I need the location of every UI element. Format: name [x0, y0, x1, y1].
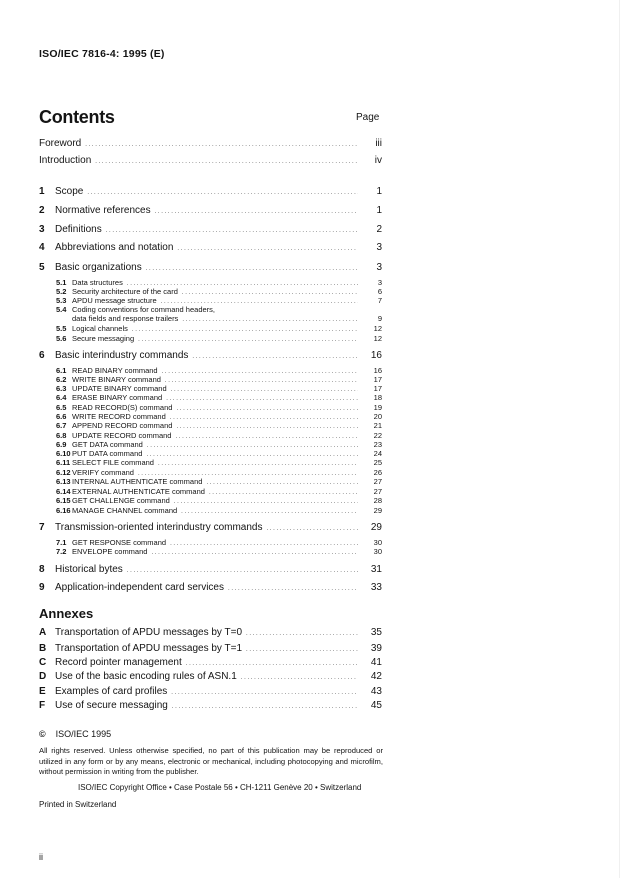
toc-entry-annex-5 — [39, 700, 382, 713]
toc-entry-page: 19 — [373, 403, 382, 412]
toc-entry-title: SELECT FILE command — [72, 458, 154, 467]
toc-entry-title: Introduction — [39, 155, 92, 166]
toc-entry-page: 12 — [373, 324, 382, 333]
leader-dots — [132, 324, 358, 333]
toc-entry-clause-0 — [39, 186, 382, 199]
toc-entry-clause-20 — [39, 431, 382, 440]
toc-entry-clause-17 — [39, 403, 382, 412]
toc-entry-page: 29 — [370, 522, 382, 533]
toc-entry-title: UPDATE RECORD command — [72, 431, 172, 440]
leader-dots — [182, 287, 358, 296]
toc-entry-page: 17 — [373, 384, 382, 393]
leader-dots — [246, 627, 358, 638]
toc-entry-number: C — [39, 657, 47, 668]
toc-entry-title: Foreword — [39, 138, 82, 149]
toc-entry-clause-12 — [39, 350, 382, 363]
toc-entry-title: Record pointer management — [55, 657, 182, 668]
leader-dots — [151, 547, 358, 556]
toc-entry-title: Definitions — [55, 224, 102, 235]
toc-entry-title: Transportation of APDU messages by T=1 — [55, 643, 243, 654]
leader-dots — [241, 671, 358, 682]
leader-dots — [228, 582, 358, 593]
leader-dots — [106, 224, 358, 235]
toc-entry-page: 6 — [377, 287, 382, 296]
toc-entry-title: ENVELOPE command — [72, 547, 148, 556]
toc-entry-clause-31 — [39, 547, 382, 556]
leader-dots — [209, 487, 358, 496]
toc-entry-page: iii — [375, 138, 382, 149]
toc-entry-title: READ RECORD(S) command — [72, 403, 173, 412]
toc-entry-title: ERASE BINARY command — [72, 393, 163, 402]
toc-entry-number: 6.13 — [56, 477, 71, 486]
toc-entry-number: 5.2 — [56, 287, 67, 296]
leader-dots — [138, 468, 358, 477]
toc-entry-number: 5.1 — [56, 278, 67, 287]
toc-entry-clause-30 — [39, 538, 382, 547]
toc-entry-title: GET DATA command — [72, 440, 143, 449]
contents-title: Contents — [39, 107, 115, 127]
toc-entry-page: 33 — [370, 582, 382, 593]
toc-entry-clause-6 — [39, 287, 382, 296]
toc-entry-number: 6.11 — [56, 458, 71, 467]
toc-entry-title: Security architecture of the card — [72, 287, 178, 296]
toc-entry-title: WRITE RECORD command — [72, 412, 166, 421]
toc-entry-number: 6 — [39, 350, 45, 361]
toc-entry-annex-2 — [39, 657, 382, 670]
toc-entry-clause-23 — [39, 458, 382, 467]
toc-entry-clause-10 — [39, 324, 382, 333]
toc-entry-title: WRITE BINARY command — [72, 375, 161, 384]
leader-dots — [155, 205, 358, 216]
toc-entry-number: 7 — [39, 522, 45, 533]
toc-entry-clause-24 — [39, 468, 382, 477]
copyright-office: ISO/IEC Copyright Office • Case Postale 56 • CH-1211 Genève 20 • Switzerland — [78, 783, 362, 792]
toc-entry-page: 22 — [373, 431, 382, 440]
leader-dots — [87, 186, 358, 197]
leader-dots — [161, 296, 358, 305]
toc-entry-clause-32 — [39, 564, 382, 577]
leader-dots — [174, 496, 358, 505]
toc-entry-page: 35 — [370, 627, 382, 638]
toc-entry-number: 6.14 — [56, 487, 71, 496]
leader-dots — [158, 458, 358, 467]
toc-entry-clause-2 — [39, 224, 382, 237]
toc-entry-number: 9 — [39, 582, 45, 593]
toc-entry-title: INTERNAL AUTHENTICATE command — [72, 477, 203, 486]
toc-entry-number: 6.16 — [56, 506, 71, 515]
toc-entry-page: 25 — [373, 458, 382, 467]
toc-entry-clause-29 — [39, 522, 382, 535]
toc-entry-page: 42 — [370, 671, 382, 682]
leader-dots — [166, 393, 358, 402]
toc-entry-title: UPDATE BINARY command — [72, 384, 167, 393]
toc-entry-clause-28 — [39, 506, 382, 515]
toc-entry-clause-9 — [39, 314, 382, 323]
leader-dots — [182, 314, 358, 323]
toc-entry-number: 6.5 — [56, 403, 67, 412]
toc-entry-title: Basic organizations — [55, 262, 142, 273]
toc-entry-page: iv — [374, 155, 382, 166]
toc-entry-number: 5.4 — [56, 305, 67, 314]
toc-entry-title: Basic interindustry commands — [55, 350, 189, 361]
toc-entry-page: 30 — [373, 547, 382, 556]
leader-dots — [171, 686, 358, 697]
toc-entry-number: 8 — [39, 564, 45, 575]
toc-entry-annex-1 — [39, 643, 382, 656]
toc-entry-number: 1 — [39, 186, 45, 197]
toc-entry-title: Normative references — [55, 205, 151, 216]
toc-entry-number: 4 — [39, 242, 45, 253]
toc-entry-page: 41 — [370, 657, 382, 668]
toc-entry-clause-8 — [39, 305, 382, 314]
toc-entry-page: 1 — [376, 186, 382, 197]
toc-entry-title: Data structures — [72, 278, 123, 287]
toc-entry-number: F — [39, 700, 46, 711]
toc-entry-page: 27 — [373, 477, 382, 486]
leader-dots — [146, 262, 358, 273]
toc-entry-page: 3 — [377, 278, 382, 287]
leader-dots — [162, 366, 358, 375]
toc-entry-title: Abbreviations and notation — [55, 242, 174, 253]
toc-entry-page: 29 — [373, 506, 382, 515]
printed-in: Printed in Switzerland — [39, 800, 117, 809]
toc-entry-page: 28 — [373, 496, 382, 505]
leader-dots — [170, 538, 358, 547]
toc-entry-title: READ BINARY command — [72, 366, 158, 375]
toc-entry-title: EXTERNAL AUTHENTICATE command — [72, 487, 205, 496]
toc-entry-number: A — [39, 627, 47, 638]
toc-entry-number: 6.4 — [56, 393, 67, 402]
toc-entry-clause-26 — [39, 487, 382, 496]
toc-entry-number: 6.9 — [56, 440, 67, 449]
toc-entry-title: Examples of card profiles — [55, 686, 168, 697]
toc-entry-title: MANAGE CHANNEL command — [72, 506, 178, 515]
toc-entry-clause-25 — [39, 477, 382, 486]
toc-entry-number: 6.6 — [56, 412, 67, 421]
rights-statement: All rights reserved. Unless otherwise specified, no part of this publication may be reproduced or utilized in any form or by any means, electronic or mechanical, including photocopying and microfilm, without permission in writing from the publisher. — [39, 746, 383, 776]
toc-entry-number: 7.1 — [56, 538, 67, 547]
toc-entry-page: 43 — [370, 686, 382, 697]
toc-entry-annex-0 — [39, 627, 382, 640]
toc-entry-front-0 — [39, 138, 382, 151]
leader-dots — [85, 138, 358, 149]
toc-entry-number: 6.7 — [56, 421, 67, 430]
toc-entry-clause-13 — [39, 366, 382, 375]
toc-entry-number: 6.10 — [56, 449, 71, 458]
toc-entry-page: 24 — [373, 449, 382, 458]
leader-dots — [206, 477, 358, 486]
toc-entry-page: 1 — [376, 205, 382, 216]
toc-entry-page: 16 — [373, 366, 382, 375]
toc-entry-clause-21 — [39, 440, 382, 449]
toc-entry-page: 39 — [370, 643, 382, 654]
toc-entry-clause-27 — [39, 496, 382, 505]
copyright-line — [39, 729, 111, 739]
toc-entry-title: GET RESPONSE command — [72, 538, 167, 547]
toc-entry-title: Application-independent card services — [55, 582, 224, 593]
toc-entry-annex-3 — [39, 671, 382, 684]
toc-entry-page: 30 — [373, 538, 382, 547]
toc-entry-page: 17 — [373, 375, 382, 384]
toc-entry-clause-15 — [39, 384, 382, 393]
toc-entry-clause-5 — [39, 278, 382, 287]
leader-dots — [146, 449, 358, 458]
toc-entry-clause-4 — [39, 262, 382, 275]
toc-entry-title: Logical channels — [72, 324, 128, 333]
toc-entry-title: data fields and response trailers — [72, 314, 179, 323]
toc-entry-title: Coding conventions for command headers, — [72, 305, 215, 314]
toc-entry-title: GET CHALLENGE command — [72, 496, 170, 505]
toc-entry-clause-16 — [39, 393, 382, 402]
toc-entry-page: 16 — [370, 350, 382, 361]
toc-entry-title: Use of secure messaging — [55, 700, 168, 711]
leader-dots — [176, 421, 358, 430]
toc-entry-page: 3 — [376, 242, 382, 253]
leader-dots — [147, 440, 358, 449]
toc-entry-page: 12 — [373, 334, 382, 343]
toc-entry-title: VERIFY command — [72, 468, 134, 477]
toc-entry-number: 6.12 — [56, 468, 71, 477]
toc-entry-title: Transportation of APDU messages by T=0 — [55, 627, 243, 638]
toc-entry-page: 23 — [373, 440, 382, 449]
toc-entry-number: 5.3 — [56, 296, 67, 305]
toc-entry-clause-33 — [39, 582, 382, 595]
toc-entry-page: 2 — [376, 224, 382, 235]
toc-entry-clause-3 — [39, 242, 382, 255]
toc-entry-number: E — [39, 686, 46, 697]
toc-entry-page: 18 — [373, 393, 382, 402]
leader-dots — [127, 278, 358, 287]
toc-entry-clause-7 — [39, 296, 382, 305]
toc-entry-page: 21 — [373, 421, 382, 430]
toc-entry-page: 31 — [370, 564, 382, 575]
toc-entry-number: 3 — [39, 224, 45, 235]
leader-dots — [171, 384, 358, 393]
leader-dots — [138, 334, 358, 343]
toc-entry-title: Transmission-oriented interindustry commands — [55, 522, 263, 533]
leader-dots — [181, 506, 358, 515]
toc-entry-clause-18 — [39, 412, 382, 421]
toc-entry-number: 6.2 — [56, 375, 67, 384]
copyright-holder: ISO/IEC 1995 — [55, 729, 112, 739]
toc-entry-page: 20 — [373, 412, 382, 421]
leader-dots — [186, 657, 358, 668]
toc-entry-title: Use of the basic encoding rules of ASN.1 — [55, 671, 237, 682]
leader-dots — [175, 431, 358, 440]
toc-entry-number: 2 — [39, 205, 45, 216]
leader-dots — [127, 564, 358, 575]
toc-entry-title: APPEND RECORD command — [72, 421, 173, 430]
toc-entry-page: 27 — [373, 487, 382, 496]
toc-entry-title: APDU message structure — [72, 296, 157, 305]
toc-entry-number: 5.5 — [56, 324, 67, 333]
toc-entry-number: 6.15 — [56, 496, 71, 505]
toc-entry-number: 6.1 — [56, 366, 67, 375]
toc-entry-number: D — [39, 671, 47, 682]
toc-entry-page: 7 — [377, 296, 382, 305]
toc-entry-page: 26 — [373, 468, 382, 477]
toc-entry-number: 7.2 — [56, 547, 67, 556]
leader-dots — [192, 350, 358, 361]
toc-entry-page: 9 — [377, 314, 382, 323]
leader-dots — [267, 522, 359, 533]
leader-dots — [95, 155, 358, 166]
toc-entry-number: B — [39, 643, 47, 654]
toc-entry-number: 6.8 — [56, 431, 67, 440]
toc-entry-page: 3 — [376, 262, 382, 273]
leader-dots — [177, 242, 358, 253]
toc-entry-title: Secure messaging — [72, 334, 135, 343]
page-column-label: Page — [356, 112, 380, 123]
toc-entry-clause-11 — [39, 334, 382, 343]
leader-dots — [246, 643, 358, 654]
toc-entry-clause-22 — [39, 449, 382, 458]
toc-entry-number: 5.6 — [56, 334, 67, 343]
toc-entry-number: 5 — [39, 262, 45, 273]
toc-entry-clause-1 — [39, 205, 382, 218]
toc-entry-clause-19 — [39, 421, 382, 430]
leader-dots — [176, 403, 358, 412]
toc-entry-number: 6.3 — [56, 384, 67, 393]
copyright-symbol: © — [39, 729, 46, 739]
toc-entry-title: Scope — [55, 186, 84, 197]
toc-entry-clause-14 — [39, 375, 382, 384]
page-header: ISO/IEC 7816-4: 1995 (E) — [39, 48, 165, 60]
toc-entry-title: PUT DATA command — [72, 449, 143, 458]
leader-dots — [165, 375, 358, 384]
leader-dots — [170, 412, 358, 421]
toc-entry-title: Historical bytes — [55, 564, 123, 575]
leader-dots — [172, 700, 358, 711]
toc-entry-front-1 — [39, 155, 382, 168]
toc-entry-page: 45 — [370, 700, 382, 711]
page-number: ii — [39, 852, 43, 862]
toc-entry-annex-4 — [39, 686, 382, 699]
annexes-title: Annexes — [39, 606, 94, 621]
